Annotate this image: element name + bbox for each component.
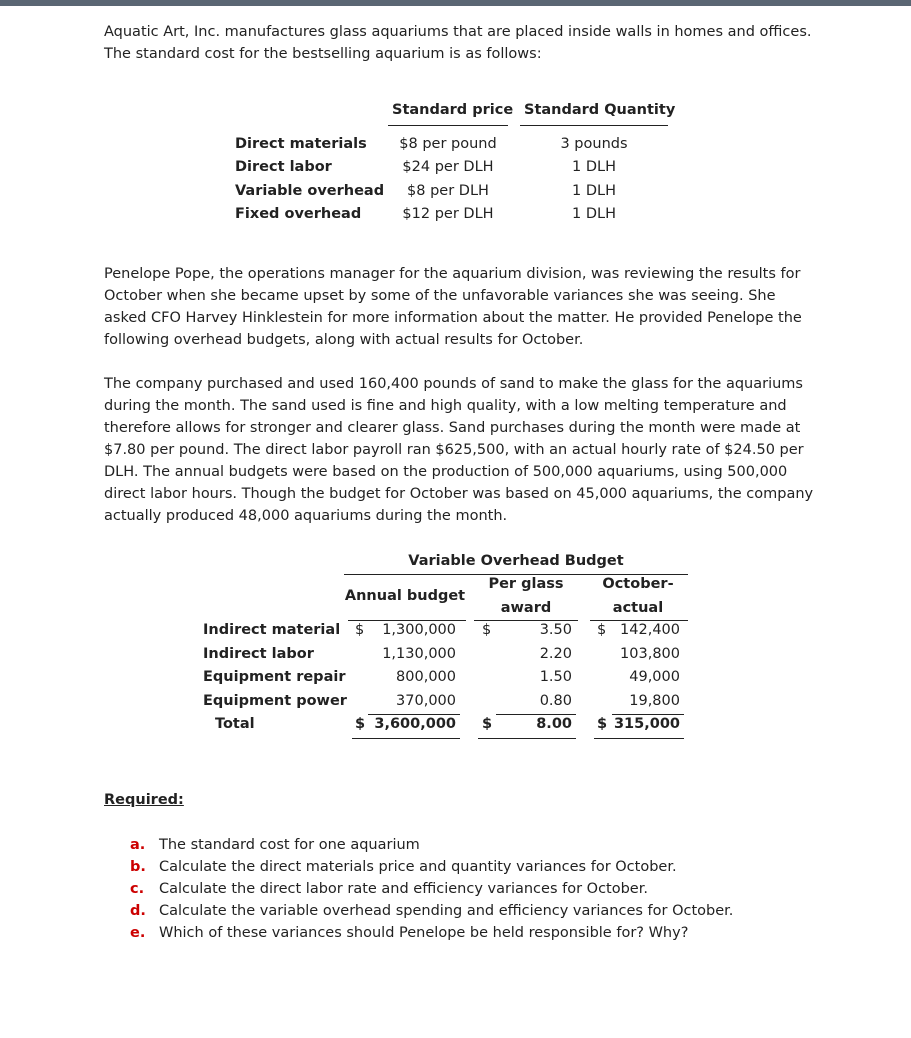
list-item <box>130 834 733 856</box>
total-underline <box>594 738 684 739</box>
item-letter: d. <box>130 903 146 919</box>
row-label: Direct materials <box>235 136 367 152</box>
required-list <box>130 834 733 944</box>
item-text: Calculate the direct labor rate and efficiency variances for October. <box>159 881 648 897</box>
item-text: Calculate the variable overhead spending and efficiency variances for October. <box>159 903 734 919</box>
dollar-sign: $ <box>482 622 492 638</box>
row-price: $24 per DLH <box>402 159 494 175</box>
intro-paragraph: Aquatic Art, Inc. manufactures glass aquariums that are placed inside walls in homes and offices. The standard cost for the bestselling aquarium is as follows: <box>104 24 812 62</box>
total-line <box>368 714 460 715</box>
col-header-annual-budget: Annual budget <box>344 588 466 604</box>
row-price: $8 per pound <box>399 136 497 152</box>
october-value: 19,800 <box>629 693 680 709</box>
col-header-per-glass: award <box>500 600 552 616</box>
dollar-sign: $ <box>482 716 493 732</box>
row-quantity: 1 DLH <box>572 183 616 199</box>
list-item <box>130 856 733 878</box>
row-price: $12 per DLH <box>402 206 494 222</box>
item-letter: c. <box>130 881 145 897</box>
row-label: Direct labor <box>235 159 332 175</box>
annual-value: 1,130,000 <box>382 646 456 662</box>
october-value: 142,400 <box>620 622 680 638</box>
annual-value: 1,300,000 <box>382 622 456 638</box>
penelope-paragraph: Penelope Pope, the operations manager for the aquarium division, was reviewing the results for October when she became upset by some of the unfavorable variances she was seeing. She asked CFO Harvey Hinklestein for more information about the matter. He provided Penelope the following overhead budgets, along with actual results for October. <box>104 266 802 348</box>
dollar-sign: $ <box>597 716 608 732</box>
sand-paragraph: The company purchased and used 160,400 pounds of sand to make the glass for the aquariums during the month. The sand used is fine and high quality, with a low melting temperature and therefore allows for stronger and clearer glass. Sand purchases during the month were made at $7.80 per pound. The direct labor payroll ran $625,500, with an actual hourly rate of $24.50 per DLH. The annual budgets were based on the production of 500,000 aquariums, using 500,000 direct labor hours. Though the budget for October was based on 45,000 aquariums, the company actually produced 48,000 aquariums during the month. <box>104 376 814 524</box>
row-label: Indirect material <box>203 622 341 638</box>
total-label: Total <box>215 716 255 732</box>
list-item <box>130 900 733 922</box>
total-line <box>612 714 684 715</box>
row-label: Fixed overhead <box>235 206 362 222</box>
item-text: Which of these variances should Penelope be held responsible for? Why? <box>159 925 689 941</box>
per-glass-value: 1.50 <box>539 669 572 685</box>
per-glass-value: 2.20 <box>539 646 572 662</box>
col-header-standard-quantity: Standard Quantity <box>524 102 676 118</box>
october-value: 49,000 <box>629 669 680 685</box>
item-letter: e. <box>130 925 146 941</box>
total-line <box>496 714 576 715</box>
item-text: Calculate the direct materials price and quantity variances for October. <box>159 859 677 875</box>
header-underline <box>388 125 508 126</box>
required-heading: Required: <box>104 792 184 808</box>
header-underline <box>474 620 578 621</box>
per-glass-value: 3.50 <box>539 622 572 638</box>
row-label: Indirect labor <box>203 646 314 662</box>
table-title: Variable Overhead Budget <box>408 553 624 569</box>
col-header-october: actual <box>612 600 664 616</box>
row-price: $8 per DLH <box>407 183 489 199</box>
row-quantity: 1 DLH <box>572 159 616 175</box>
october-value: 103,800 <box>620 646 680 662</box>
header-underline <box>348 620 466 621</box>
row-quantity: 1 DLH <box>572 206 616 222</box>
item-letter: a. <box>130 837 146 853</box>
col-header-october: October- <box>602 576 674 592</box>
title-underline <box>344 574 688 575</box>
top-border <box>0 0 911 6</box>
row-label: Variable overhead <box>235 183 385 199</box>
annual-total: 3,600,000 <box>374 716 456 732</box>
per-glass-total: 8.00 <box>536 716 572 732</box>
header-underline <box>520 125 668 126</box>
total-underline <box>478 738 576 739</box>
dollar-sign: $ <box>355 716 366 732</box>
list-item <box>130 922 733 944</box>
list-item <box>130 878 733 900</box>
header-underline <box>590 620 688 621</box>
row-label: Equipment repair <box>203 669 346 685</box>
dollar-sign: $ <box>597 622 607 638</box>
annual-value: 800,000 <box>396 669 456 685</box>
october-total: 315,000 <box>613 716 680 732</box>
row-label: Equipment power <box>203 693 347 709</box>
item-letter: b. <box>130 859 146 875</box>
dollar-sign: $ <box>355 622 365 638</box>
per-glass-value: 0.80 <box>539 693 572 709</box>
total-underline <box>352 738 460 739</box>
row-quantity: 3 pounds <box>560 136 628 152</box>
col-header-per-glass: Per glass <box>488 576 564 592</box>
annual-value: 370,000 <box>396 693 456 709</box>
item-text: The standard cost for one aquarium <box>159 837 420 853</box>
col-header-standard-price: Standard price <box>392 102 514 118</box>
